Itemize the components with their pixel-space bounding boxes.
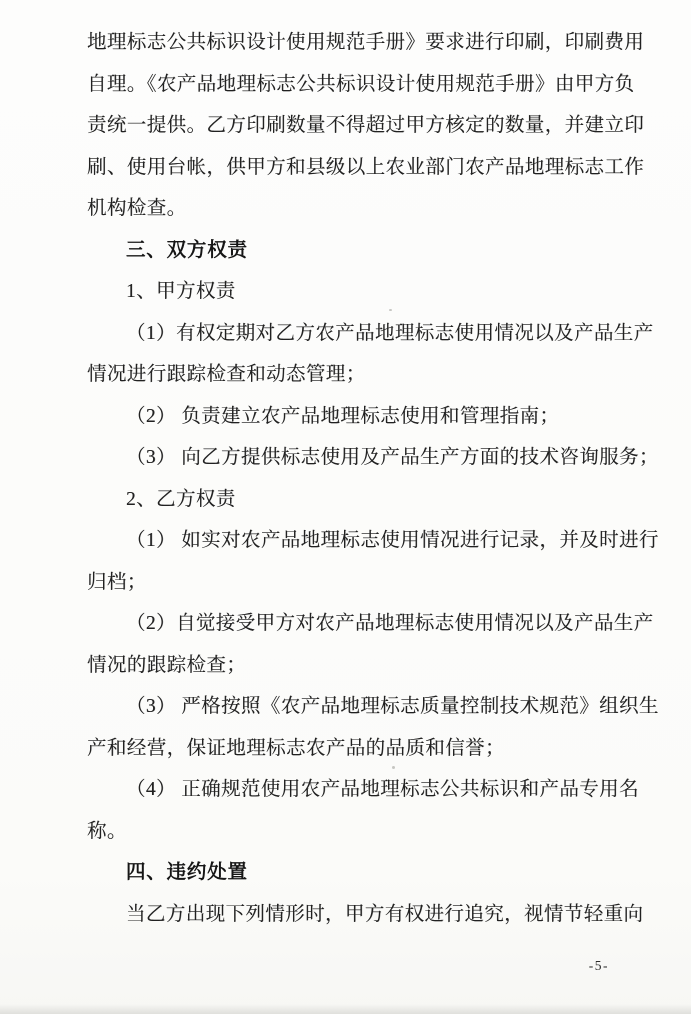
document-line: 责统一提供。乙方印刷数量不得超过甲方核定的数量，并建立印 — [87, 115, 645, 136]
document-line: 归档； — [87, 571, 147, 593]
scan-edge-shadow — [0, 1004, 691, 1014]
document-line: 自理。《农产品地理标志公共标识设计使用规范手册》由甲方负 — [87, 73, 635, 95]
document-line: 刷、使用台帐，供甲方和县级以上农业部门农产品地理标志工作 — [87, 156, 645, 178]
document-line: 地理标志公共标识设计使用规范手册》要求进行印刷，印刷费用 — [87, 32, 645, 53]
document-line: 1、甲方权责 — [126, 281, 236, 302]
page-number: -5- — [588, 958, 609, 973]
scan-speck — [392, 766, 395, 769]
document-line: （3） 向乙方提供标志使用及产品生产方面的技术咨询服务； — [126, 447, 659, 468]
document-line: 称。 — [87, 820, 127, 842]
document-line: 情况的跟踪检查； — [87, 654, 247, 676]
document-line: （1）有权定期对乙方农产品地理标志使用情况以及产品生产 — [126, 322, 654, 344]
document-line: 2、乙方权责 — [126, 488, 236, 510]
document-line: （2） 负责建立农产品地理标志使用和管理指南； — [126, 405, 560, 427]
document-line: （3） 严格按照《农产品地理标志质量控制技术规范》组织生 — [126, 696, 659, 717]
document-line: 当乙方出现下列情形时，甲方有权进行追究，视情节轻重向 — [126, 903, 644, 925]
scan-speck — [389, 309, 392, 311]
document-body — [87, 22, 659, 935]
document-line: 机构检查。 — [87, 198, 187, 219]
document-line: 产和经营，保证地理标志农产品的品质和信誉； — [87, 737, 505, 759]
document-line: （4） 正确规范使用农产品地理标志公共标识和产品专用名 — [126, 779, 639, 800]
document-line: （2）自觉接受甲方对农产品地理标志使用情况以及产品生产 — [126, 613, 654, 634]
section-heading: 三、双方权责 — [126, 238, 248, 261]
section-heading: 四、违约处置 — [126, 861, 248, 883]
document-line: 情况进行跟踪检查和动态管理； — [87, 364, 366, 385]
document-line: （1） 如实对农产品地理标志使用情况进行记录，并及时进行 — [126, 530, 659, 551]
